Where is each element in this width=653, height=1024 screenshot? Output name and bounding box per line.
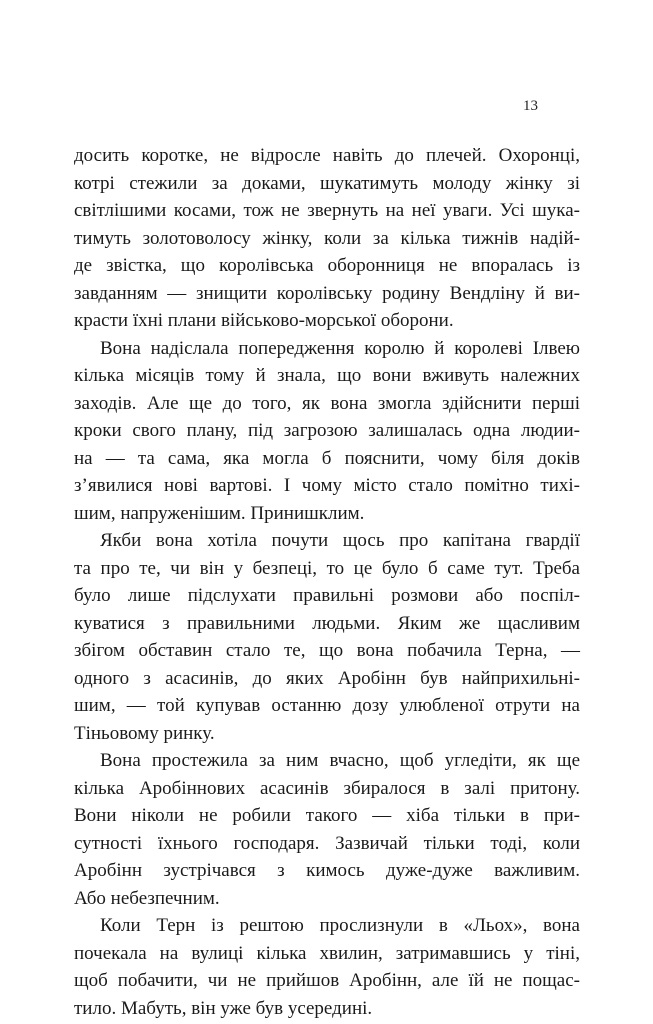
- text-line: Або небезпечним.: [74, 887, 220, 909]
- text-line: куватися з правильними людьми. Яким же щасливим: [74, 612, 580, 634]
- text-line: Вона надіслала попередження королю й королеві Ілвею: [100, 337, 580, 359]
- text-line: почекала на вулиці кілька хвилин, затримавшись у тіні,: [74, 942, 580, 964]
- text-line: одного з асасинів, до яких Аробінн був найприхильні-: [74, 667, 580, 689]
- text-line: збігом обставин стало те, що вона побачила Терна, —: [74, 640, 580, 661]
- text-line: де звістка, що королівська оборонниця не впоралась із: [74, 255, 580, 276]
- text-line: красти їхні плани військово-морської оборони.: [74, 310, 454, 331]
- text-line: Аробінн зустрічався з кимось дуже-дуже важливим.: [74, 860, 580, 881]
- text-line: котрі стежили за доками, шукатимуть молоду жінку зі: [74, 172, 580, 194]
- text-line: щоб побачити, чи не прийшов Аробінн, але їй не пощас-: [74, 970, 580, 991]
- text-line: шим, — той купував останню дозу улюбленої отрути на: [74, 695, 580, 716]
- text-line: завданням — знищити королівську родину Вендліну й ви-: [74, 282, 580, 304]
- text-line: та про те, чи він у безпеці, то це було б саме тут. Треба: [74, 557, 580, 579]
- text-line: Тіньовому ринку.: [74, 722, 215, 744]
- text-line: тило. Мабуть, він уже був усередині.: [74, 997, 373, 1019]
- body-text: [74, 142, 580, 1022]
- text-line: на — та сама, яка могла б пояснити, чому біля доків: [74, 447, 580, 469]
- text-line: кілька місяців тому й знала, що вони вживуть належних: [74, 365, 580, 386]
- text-line: Коли Терн із рештою прослизнули в «Льох», вона: [100, 915, 580, 936]
- text-line: кроки свого плану, під загрозою залишалась одна людии-: [74, 420, 580, 441]
- text-line: світлішими косами, тож не звернуть на неї уваги. Усі шука-: [74, 200, 580, 221]
- text-line: заходів. Але ще до того, як вона змогла здійснити перші: [74, 392, 580, 414]
- text-line: було лише підслухати правильні розмови або поспіл-: [74, 585, 580, 606]
- text-line: сутності їхнього господаря. Зазвичай тільки тоді, коли: [74, 832, 580, 854]
- text-line: кілька Аробіннових асасинів збиралося в залі притону.: [74, 777, 580, 799]
- text-line: досить коротке, не відросле навіть до плечей. Охоронці,: [74, 145, 580, 166]
- text-line: Вона простежила за ним вчасно, щоб угледіти, як ще: [100, 750, 580, 771]
- text-line: тимуть золотоволосу жінку, коли за кілька тижнів надій-: [74, 227, 580, 249]
- text-line: Вони ніколи не робили такого — хіба тільки в при-: [74, 805, 580, 826]
- text-line: з’явилися нові вартові. І чому місто стало помітно тихі-: [74, 475, 580, 496]
- text-line: Якби вона хотіла почути щось про капітана гвардії: [100, 530, 580, 551]
- text-line: шим, напруженішим. Принишклим.: [74, 502, 365, 524]
- page-number: 13: [523, 98, 538, 114]
